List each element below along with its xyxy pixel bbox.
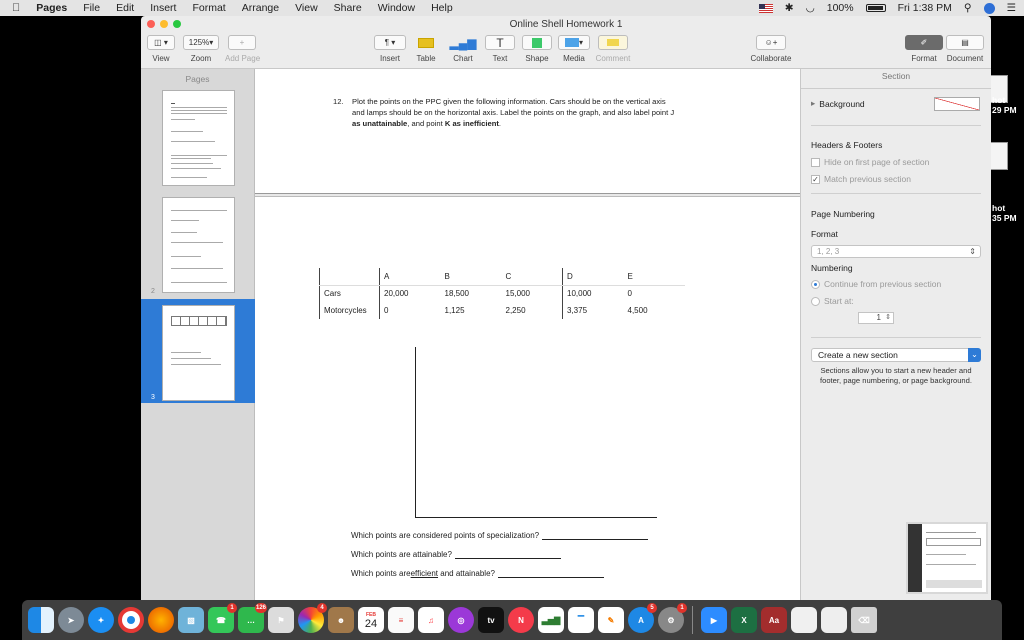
headers-footers-heading: Headers & Footers [811,140,883,150]
table-cell[interactable]: Motorcycles [320,302,380,319]
shape-icon [522,35,552,50]
paragraph-icon: ¶ ▾ [374,35,406,50]
pages-window [141,16,991,600]
document-icon: ▤ [946,35,984,50]
page-number: 3 [151,394,155,401]
radio-icon [811,280,820,289]
checkmark-icon: ✓ [812,174,819,184]
zoom-label: Zoom [190,54,212,63]
background-disclosure[interactable] [811,98,865,109]
clock[interactable]: Fri 1:38 PM [897,2,952,14]
battery-percent: 100% [826,2,854,14]
radio-icon [811,297,820,306]
status-area [759,0,1016,16]
news-icon[interactable]: N [508,607,534,633]
question-text: Which points are considered points of specialization? [351,531,540,540]
add-page-button[interactable] [225,35,259,63]
table-button[interactable] [409,35,443,63]
background-label: Background [819,98,865,109]
reminders-icon[interactable]: ≡ [388,607,414,633]
menu-window[interactable]: Window [369,2,407,14]
minimize-window-button[interactable] [160,20,168,28]
q12-text: , and point [407,119,445,128]
zoom-control[interactable]: 125% ▾ Zoom [183,35,219,63]
numbers-icon[interactable]: ▃▅▇ [538,607,564,633]
document-label: Document [946,54,984,63]
table-row [320,285,685,302]
text-button[interactable] [483,35,517,63]
collaborate-button[interactable] [746,35,796,63]
dock-separator [692,606,693,634]
menu-arrange[interactable]: Arrange [233,2,271,14]
table-cell[interactable]: 2,250 [505,306,526,315]
ppc-vertical-axis [415,347,416,518]
zoom-value: 125% [188,38,210,47]
divider [811,337,981,338]
menu-format[interactable]: Format [184,2,218,14]
notification-center-icon[interactable]: ☰ [1006,2,1016,14]
launchpad-icon[interactable]: ➤ [58,607,84,633]
media-icon: ▾ [558,35,590,50]
table-cell[interactable]: Cars [320,285,380,302]
calendar-month: FEB [366,612,376,618]
continue-previous-radio[interactable] [811,279,941,289]
unattainable-term: as unattainable [352,119,408,128]
page-thumbnail[interactable] [162,197,235,293]
question-number: 12. [333,97,344,106]
siri-icon[interactable] [984,3,995,14]
match-previous-checkbox[interactable] [811,174,911,184]
table-icon [411,35,441,50]
calendar-icon[interactable] [358,607,384,633]
collaborate-label: Collaborate [750,54,792,63]
media-label: Media [563,54,585,63]
comment-label: Comment [595,54,631,63]
system-preferences-icon[interactable]: ⚙ 1 [658,607,684,633]
q12-line: Plot the points on the PPC given the following information. Cars should be on the vertical axis [352,97,666,106]
divider [811,125,981,126]
spotlight-search-icon[interactable]: ⚲ [963,2,972,14]
question-12[interactable] [335,96,735,129]
tv-label: tv [487,615,495,625]
page-thumbnail-selected[interactable] [162,305,235,401]
trash-icon[interactable]: ⌫ [851,607,877,633]
format-button[interactable] [905,35,943,63]
toolbar [141,33,991,69]
table-cell[interactable]: 20,000 [380,285,441,302]
page-number-format-select[interactable] [811,245,981,258]
input-source-flag-icon[interactable] [759,4,773,13]
stepper-arrows-icon[interactable]: ⇕ [885,314,891,321]
page-numbering-heading: Page Numbering [811,209,875,219]
battery-icon[interactable] [866,4,886,12]
question-efficient[interactable] [351,569,604,578]
comment-button[interactable] [593,35,633,63]
page-break [255,193,800,197]
plus-icon: + [228,35,256,50]
messages-icon[interactable]: … 126 [238,607,264,633]
table-header-row [320,268,685,285]
answer-blank[interactable] [455,550,561,559]
table-cell[interactable]: 4,500 [627,306,648,315]
table-header-cell[interactable] [320,268,380,285]
sidebar-view-icon: ◫ ▾ [147,35,175,50]
question-specialization[interactable] [351,531,648,540]
table-row [320,302,685,319]
table-cell[interactable]: 18,500 [444,289,469,299]
document-button[interactable] [943,35,987,63]
document-stack-icon[interactable] [821,607,847,633]
table-header-cell[interactable]: B [441,268,502,285]
menu-help[interactable]: Help [422,2,445,14]
menu-app-name[interactable]: Pages [28,2,59,14]
pages-icon[interactable]: ✎ [598,607,624,633]
chart-button[interactable] [446,35,480,63]
preview-app-icon[interactable]: ▧ [178,607,204,633]
answer-blank[interactable] [498,569,604,578]
table-label: Table [416,54,436,63]
view-button[interactable] [147,35,175,63]
table-header-cell[interactable]: A [380,268,441,285]
music-icon[interactable]: ♫ [418,607,444,633]
excel-icon[interactable]: X [731,607,757,633]
table-cell[interactable]: 1,125 [444,306,465,315]
section-hint-text: Sections allow you to start a new header and footer, page numbering, or page background. [820,366,972,385]
table-cell[interactable]: 10,000 [563,285,624,302]
downloads-stack-icon[interactable] [791,607,817,633]
menu-share[interactable]: Share [325,2,354,14]
calendar-day: 24 [364,618,378,630]
table-cell[interactable]: 15,000 [505,289,530,299]
background-color-swatch[interactable] [934,97,980,111]
format-label: Format [911,54,937,63]
menu-view[interactable]: View [286,2,310,14]
window-controls [147,20,181,28]
collaborate-icon: ☺+ [756,35,786,50]
format-label: Format [811,229,838,239]
app-store-icon[interactable]: A 5 [628,607,654,633]
q12-text: . [498,119,501,128]
notification-badge: 126 [255,605,266,611]
maps-icon[interactable]: ⚑ [268,607,294,633]
title-bar [141,16,991,33]
question-text: Which points are [351,569,411,578]
inspector-tab-section[interactable]: Section [801,69,991,89]
table-header-cell[interactable]: D [563,268,624,285]
dictionary-icon[interactable]: Aa [761,607,787,633]
dock [22,600,1002,640]
table-cell[interactable]: 0 [627,289,632,299]
page-thumbnails-sidebar [141,69,255,600]
disclosure-triangle-icon: ▸ [811,98,816,108]
radio-label: Continue from previous section [824,279,942,289]
apple-menu-icon[interactable] [0,2,28,14]
checkbox-icon [811,158,820,167]
document-canvas[interactable] [255,69,800,600]
text-label: Text [492,54,508,63]
insert-button[interactable] [373,35,407,63]
insert-label: Insert [379,54,400,63]
notification-badge: 4 [317,603,327,613]
checkbox-label: Hide on first page of section [824,157,930,167]
chart-icon: ▂▄▆ [449,35,477,50]
efficient-term: efficient [410,569,439,578]
screenshot-preview-thumbnail[interactable] [906,522,988,594]
add-page-label: Add Page [225,54,261,63]
facetime-icon[interactable]: ☎ 1 [208,607,234,633]
podcasts-icon[interactable]: ◎ [448,607,474,633]
menu-edit[interactable]: Edit [107,2,126,14]
notification-badge: 5 [647,603,657,613]
page-thumbnail[interactable] [162,90,235,186]
updown-chevron-icon: ⇕ [969,247,976,256]
wifi-icon[interactable]: ◡ [805,2,815,14]
checkbox-label: Match previous section [824,174,911,184]
table-header-cell[interactable]: E [624,268,685,285]
question-text: and attainable? [438,569,495,578]
contacts-icon[interactable]: ☻ [328,607,354,633]
window-title: Online Shell Homework 1 [509,19,623,30]
bluetooth-icon[interactable]: ✱ [784,2,794,14]
notification-badge: 1 [677,603,687,613]
apple-tv-icon[interactable] [478,607,504,633]
desktop-file-icon[interactable] [990,142,1008,170]
select-value: 1, 2, 3 [817,247,840,256]
shape-label: Shape [525,54,549,63]
table-header-cell[interactable]: C [502,268,563,285]
start-at-radio[interactable] [811,296,854,306]
media-button[interactable] [557,35,591,63]
stepper-value: 1 [876,313,881,322]
menu-insert[interactable]: Insert [141,2,169,14]
chrome-icon[interactable] [118,607,144,633]
shape-button[interactable] [520,35,554,63]
answer-blank[interactable] [542,531,648,540]
format-brush-icon: ✐ [905,35,943,50]
ppc-data-table[interactable] [319,268,685,319]
photos-icon[interactable] [298,607,324,633]
table-cell[interactable]: 0 [380,302,441,319]
safari-icon[interactable]: ✦ [88,607,114,633]
question-attainable[interactable] [351,550,561,559]
keynote-icon[interactable]: ▔ [568,607,594,633]
format-inspector [800,69,991,600]
radio-label: Start at: [824,296,854,306]
notification-badge: 1 [227,603,237,613]
ppc-horizontal-axis [415,517,657,518]
zoom-app-icon[interactable]: ▶ [701,607,727,633]
chevron-down-icon: ⌄ [968,348,981,362]
desktop-file-label: hot 29 PM [992,95,1017,115]
question-text: Which points are attainable? [351,550,452,559]
start-at-stepper[interactable] [858,312,894,324]
q12-line: and lamps should be on the horizontal axis. Label the points on the graph, and also label point J [352,108,675,117]
q12-line [335,118,735,129]
popup-label: Create a new section [818,350,898,360]
page-number: 2 [151,288,155,295]
view-label: View [152,54,170,63]
close-window-button[interactable] [147,20,155,28]
create-section-popup[interactable] [811,348,981,362]
hide-first-page-checkbox[interactable] [811,157,929,167]
inefficient-term: K as inefficient [444,119,499,128]
firefox-icon[interactable] [148,607,174,633]
zoom-window-button[interactable] [173,20,181,28]
finder-icon[interactable] [28,607,54,633]
text-icon: T [485,35,515,50]
numbering-label: Numbering [811,263,853,273]
desktop-file-label: hot 35 PM [992,203,1017,223]
table-cell[interactable]: 3,375 [563,302,624,319]
menu-bar [0,0,1024,16]
divider [811,193,981,194]
sidebar-header: Pages [185,74,210,84]
comment-icon [598,35,628,50]
menu-file[interactable]: File [74,2,92,14]
chart-label: Chart [453,54,473,63]
